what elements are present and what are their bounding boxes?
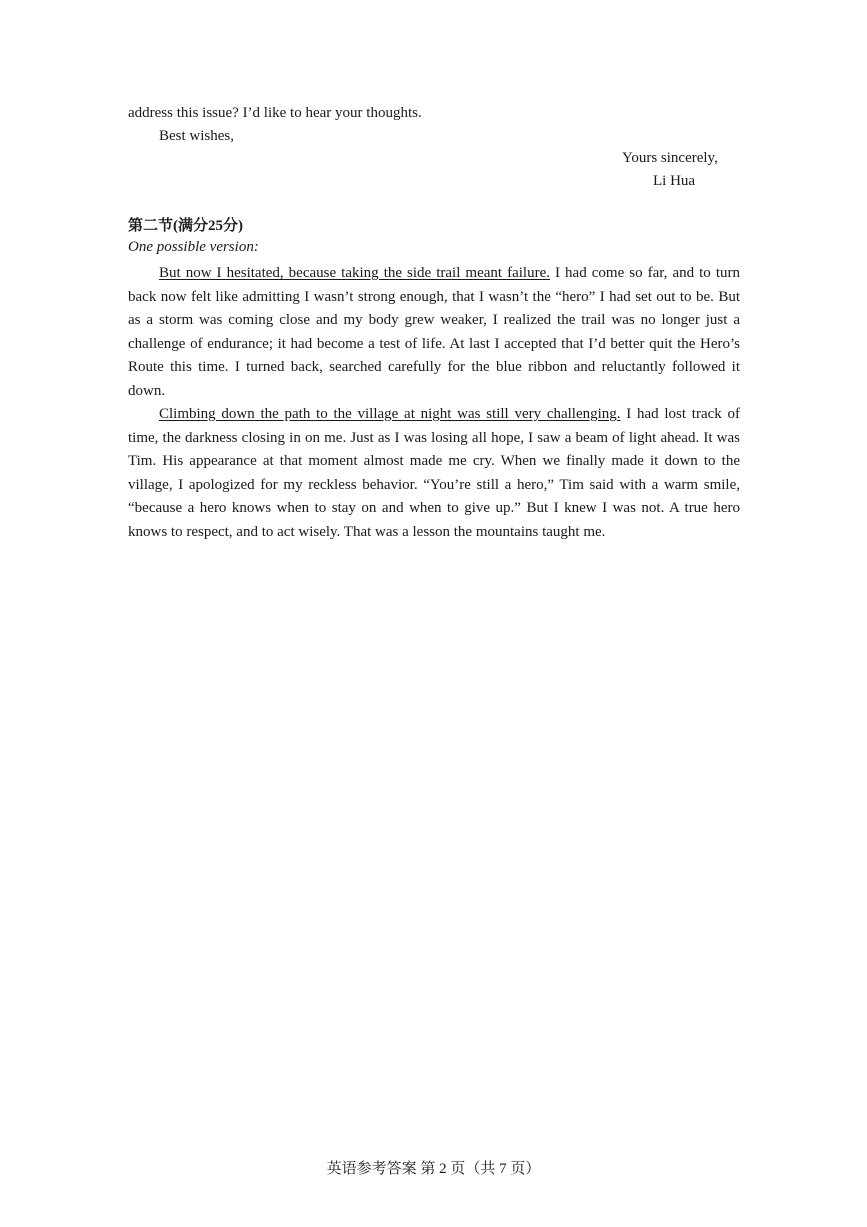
paragraph-2-opening-sentence: Climbing down the path to the village at night was still very challenging. <box>159 406 621 422</box>
essay-paragraph-1 <box>128 262 740 404</box>
letter-closing-line: address this issue? I’d like to hear your thoughts. <box>128 105 422 121</box>
essay-paragraph-2 <box>128 403 740 545</box>
letter-signature-name: Li Hua <box>653 173 696 189</box>
paragraph-2-body: I had lost track of time, the darkness closing in on me. Just as I was losing all hope, I saw a beam of light ahead. It was Tim. His appearance at that moment almost made me cry. When we finally made it down to the village, I apologized for my reckless behavior. “You’re still a hero,” Tim said with a warm smile, “because a hero knows when to stay on and when to give up.” But I knew I was not. A true hero knows to respect, and to act wisely. That was a lesson the mountains taught me. <box>128 406 740 540</box>
paragraph-1-body: I had come so far, and to turn back now felt like admitting I wasn’t strong enough, that I wasn’t the “hero” I had set out to be. But as a storm was coming close and my body grew weaker, I realized the trail was no longer just a challenge of endurance; it had become a test of life. At last I accepted that I’d better quit the Hero’s Route this time. I turned back, searched carefully for the blue ribbon and reluctantly followed it down. <box>128 265 740 399</box>
paragraph-1-opening-sentence: But now I hesitated, because taking the side trail meant failure. <box>159 265 550 281</box>
letter-wishes: Best wishes, <box>159 128 234 144</box>
version-label: One possible version: <box>128 239 259 255</box>
page-footer: 英语参考答案 第 2 页（共 7 页） <box>326 1161 541 1177</box>
section-heading: 第二节(满分25分) <box>128 218 243 234</box>
letter-sign-off: Yours sincerely, <box>622 150 718 166</box>
